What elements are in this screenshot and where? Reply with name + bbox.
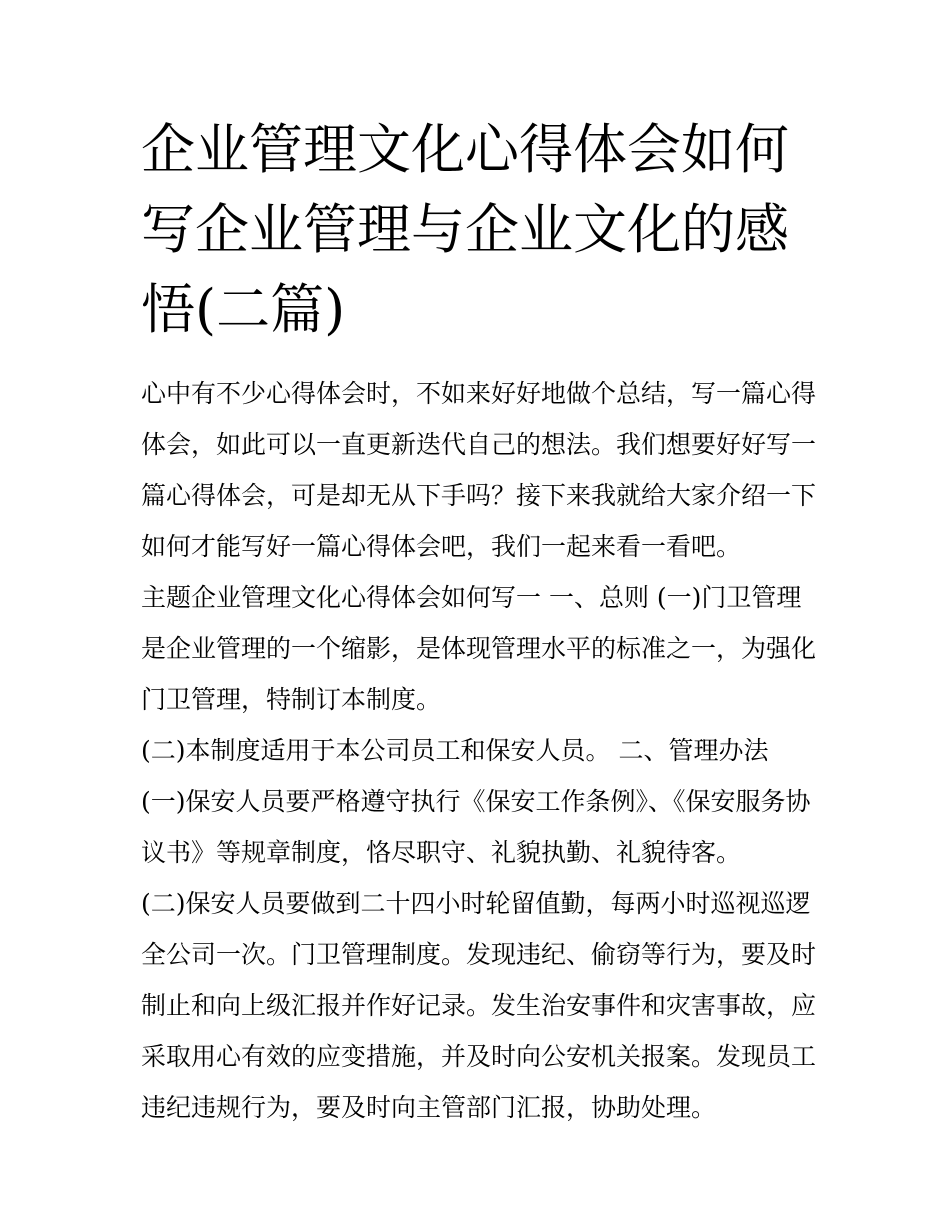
document-title: 企业管理文化心得体会如何写企业管理与企业文化的感悟(二篇) xyxy=(141,118,789,341)
document-page xyxy=(141,110,817,1133)
paragraph-general-rules: 主题企业管理文化心得体会如何写一 一、总则 (一)门卫管理是企业管理的一个缩影，是体现管理水平的标准之一，为强化门卫管理，特制订本制度。 xyxy=(141,583,817,714)
paragraph-guard-rules: (一)保安人员要严格遵守执行《保安工作条例》、《保安服务协议书》等规章制度，恪尽职守、礼貌执勤、礼貌待客。 xyxy=(141,787,811,867)
paragraph-guard-duty: (二)保安人员要做到二十四小时轮留值勤，每两小时巡视巡逻全公司一次。门卫管理制度。发现违纪、偷窃等行为，要及时制止和向上级汇报并作好记录。发生治安事件和灾害事故，应采取用心有效的应变措施，并及时向公安机关报案。发现员工违纪违规行为，要及时向主管部门汇报，协助处理。 xyxy=(141,889,817,1122)
paragraph-scope: (二)本制度适用于本公司员工和保安人员。 二、管理办法 xyxy=(141,736,769,765)
document-body xyxy=(141,368,817,1133)
paragraph-intro: 心中有不少心得体会时，不如来好好地做个总结，写一篇心得体会，如此可以一直更新迭代自己的想法。我们想要好好写一篇心得体会，可是却无从下手吗？接下来我就给大家介绍一下如何才能写好一篇心得体会吧，我们一起来看一看吧。 xyxy=(141,379,817,561)
